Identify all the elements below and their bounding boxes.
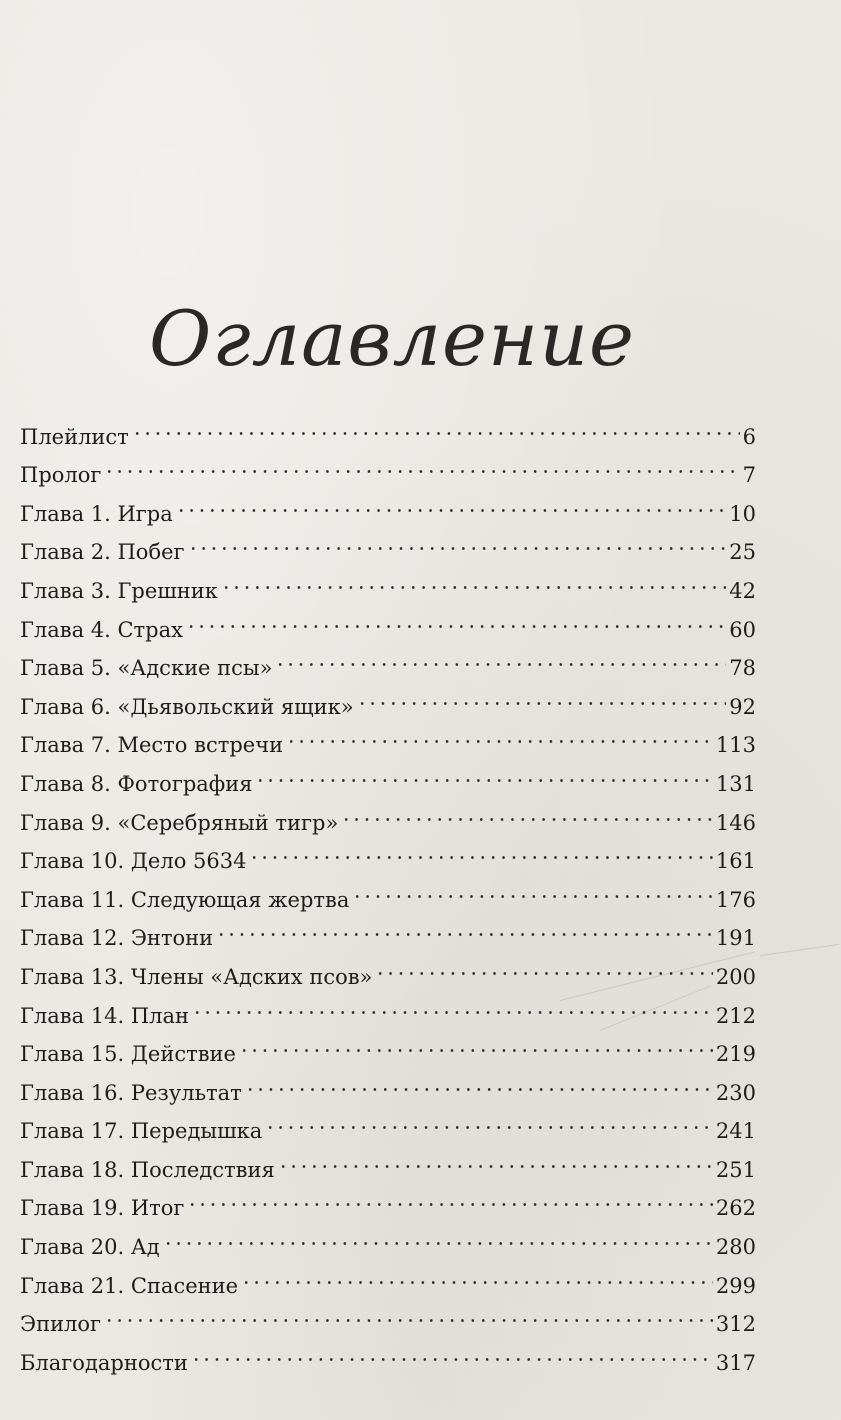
toc-entry-title: Глава 10. Дело 5634 <box>20 849 247 874</box>
toc-entry-page-number: 317 <box>715 1350 756 1375</box>
dot-leader <box>192 984 713 1023</box>
toc-entry-title: Глава 1. Игра <box>20 501 173 526</box>
dot-leader <box>221 559 726 598</box>
dot-leader <box>176 482 726 521</box>
toc-entry-title: Глава 20. Ад <box>20 1235 160 1260</box>
toc-entry-title: Глава 5. «Адские псы» <box>20 656 273 681</box>
contents-heading: Оглавление <box>148 293 635 383</box>
dot-leader <box>241 1254 713 1293</box>
toc-entry-page-number: 176 <box>715 887 756 912</box>
toc-entry <box>20 482 756 526</box>
toc-entry-title: Глава 21. Спасение <box>20 1273 239 1298</box>
toc-entry-title: Глава 13. Члены «Адских псов» <box>20 964 373 989</box>
toc-entry-title: Глава 14. План <box>20 1003 190 1028</box>
toc-entry-title: Глава 3. Грешник <box>20 578 218 603</box>
table-of-contents <box>20 405 756 1375</box>
toc-entry-title: Благодарности <box>20 1350 188 1375</box>
toc-entry-title: Глава 17. Передышка <box>20 1119 263 1144</box>
toc-entry-page-number: 131 <box>715 771 756 796</box>
toc-entry-title: Глава 11. Следующая жертва <box>20 887 350 912</box>
toc-entry-title: Глава 2. Побег <box>20 540 185 565</box>
toc-entry-page-number: 251 <box>715 1157 756 1182</box>
toc-entry-title: Плейлист <box>20 424 129 449</box>
toc-entry-page-number: 60 <box>729 617 756 642</box>
dot-leader <box>286 714 713 753</box>
toc-entry-title: Эпилог <box>20 1312 102 1337</box>
toc-entry-page-number: 200 <box>715 964 756 989</box>
toc-entry-page-number: 312 <box>715 1312 756 1337</box>
toc-entry-title: Глава 16. Результат <box>20 1080 242 1105</box>
dot-leader <box>187 1177 712 1216</box>
toc-entry-page-number: 230 <box>715 1080 756 1105</box>
dot-leader <box>186 598 726 637</box>
dot-leader <box>249 830 712 869</box>
toc-entry-title: Глава 8. Фотография <box>20 771 253 796</box>
dot-leader <box>275 637 726 676</box>
toc-entry-title: Глава 9. «Серебряный тигр» <box>20 810 339 835</box>
toc-entry-page-number: 161 <box>715 849 756 874</box>
toc-entry-title: Глава 18. Последствия <box>20 1157 275 1182</box>
toc-entry-page-number: 92 <box>729 694 756 719</box>
toc-entry-title: Глава 7. Место встречи <box>20 733 284 758</box>
toc-entry-page-number: 241 <box>715 1119 756 1144</box>
dot-leader <box>278 1138 713 1177</box>
toc-entry-page-number: 191 <box>715 926 756 951</box>
toc-entry-page-number: 262 <box>715 1196 756 1221</box>
dot-leader <box>375 945 713 984</box>
toc-entry-title: Глава 6. «Дьявольский ящик» <box>20 694 354 719</box>
dot-leader <box>104 1293 713 1332</box>
dot-leader <box>239 1023 713 1062</box>
dot-leader <box>255 752 712 791</box>
dot-leader <box>216 907 713 946</box>
toc-entry-page-number: 42 <box>729 578 756 603</box>
toc-entry-title: Глава 15. Действие <box>20 1042 236 1067</box>
toc-entry-title: Пролог <box>20 463 102 488</box>
toc-entry-page-number: 280 <box>715 1235 756 1260</box>
paper-fiber <box>760 944 839 956</box>
dot-leader <box>163 1215 713 1254</box>
toc-entry <box>20 1331 756 1375</box>
dot-leader <box>265 1100 713 1139</box>
toc-entry-page-number: 7 <box>742 463 756 488</box>
dot-leader <box>191 1331 713 1370</box>
toc-entry-page-number: 219 <box>715 1042 756 1067</box>
dot-leader <box>357 675 727 714</box>
toc-entry-page-number: 212 <box>715 1003 756 1028</box>
toc-entry-page-number: 78 <box>729 656 756 681</box>
dot-leader <box>104 444 739 483</box>
toc-entry-title: Глава 12. Энтони <box>20 926 214 951</box>
toc-entry <box>20 405 756 449</box>
toc-entry <box>20 444 756 488</box>
toc-entry-page-number: 6 <box>742 424 756 449</box>
toc-entry-page-number: 10 <box>729 501 756 526</box>
dot-leader <box>341 791 713 830</box>
toc-entry-page-number: 25 <box>729 540 756 565</box>
toc-entry-title: Глава 4. Страх <box>20 617 183 642</box>
toc-entry-page-number: 146 <box>715 810 756 835</box>
dot-leader <box>352 868 713 907</box>
toc-entry-title: Глава 19. Итог <box>20 1196 185 1221</box>
dot-leader <box>132 405 740 444</box>
dot-leader <box>188 521 727 560</box>
toc-entry <box>20 1293 756 1337</box>
dot-leader <box>245 1061 713 1100</box>
toc-entry-page-number: 299 <box>715 1273 756 1298</box>
toc-entry-page-number: 113 <box>715 733 756 758</box>
